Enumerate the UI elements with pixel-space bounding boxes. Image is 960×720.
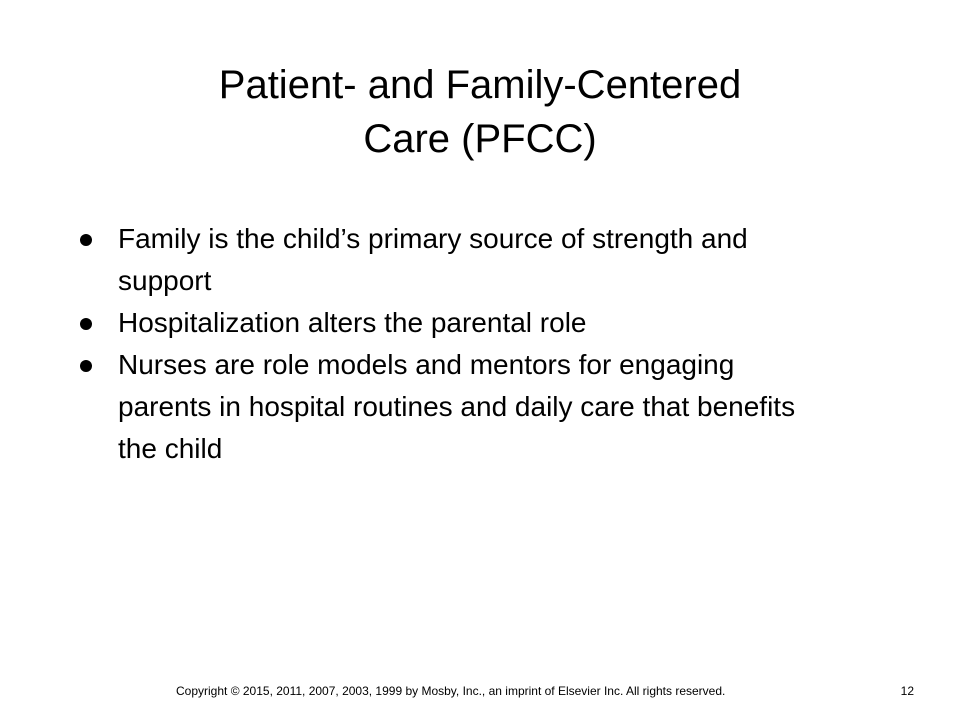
bullet-dot-icon [80, 318, 92, 330]
bullet-item [80, 302, 820, 344]
bullet-item [80, 344, 820, 470]
footer [0, 681, 960, 701]
copyright-text: Copyright © 2015, 2011, 2007, 2003, 1999 by Mosby, Inc., an imprint of Elsevier Inc. All rights reserved. [176, 684, 726, 698]
bullet-text: Nurses are role models and mentors for engaging parents in hospital routines and daily care that benefits the child [118, 349, 796, 464]
slide-title-line-1: Patient- and Family-Centered [218, 63, 742, 107]
bullet-dot-icon [80, 234, 92, 246]
slide-title-line-2: Care (PFCC) [363, 117, 597, 161]
page-number: 12 [900, 684, 914, 698]
bullet-item [80, 218, 820, 302]
bullet-list [80, 218, 820, 470]
bullet-dot-icon [80, 360, 92, 372]
bullet-text: Family is the child’s primary source of strength and support [118, 223, 748, 296]
slide-title [100, 58, 860, 166]
bullet-text: Hospitalization alters the parental role [118, 307, 587, 338]
